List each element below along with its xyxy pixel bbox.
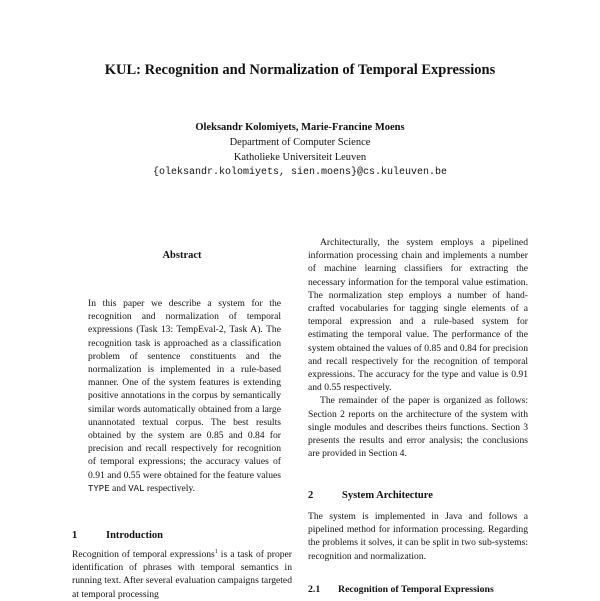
paper-title: KUL: Recognition and Normalization of Temporal Expressions	[104, 62, 496, 78]
type-attribute: TYPE	[88, 483, 110, 494]
abstract-paragraph	[88, 297, 281, 496]
intro-paragraph	[72, 548, 292, 601]
section-title: System Architecture	[342, 490, 433, 501]
section-architecture-heading	[308, 490, 433, 501]
introduction-body	[72, 548, 292, 601]
intro-text-rest: is a task of proper identification of phrases with temporal semantics in running text. After several evaluation campaigns targeted at temporal processing	[72, 549, 292, 600]
university: Katholieke Universiteit Leuven	[233, 152, 367, 163]
department: Department of Computer Science	[229, 137, 371, 148]
section-introduction-heading	[72, 530, 163, 541]
intro-paragraph-architecture: Architecturally, the system employs a pipelined information processing chain and implements a number of machine learning classifiers for extracting the necessary information for the temporal value estimation. The normalization step employs a number of hand-crafted vocabularies for tagging single elements of a temporal expression and a rule-based system for estimating the temporal value. The performance of the system obtained the values of 0.85 and 0.84 for precision and recall respectively for the recognition of temporal expressions. The accuracy for the type and value is 0.91 and 0.55 respectively.	[308, 237, 528, 394]
abstract-text: In this paper we describe a system for the recognition and normalization of temporal expressions (Task 13: TempEval-2, Task A). The recognition task is approached as a classification problem of sentence constituents and the normalization is implemented in a rule-based manner. One of the system features is extending positive annotations in the corpus by semantically similar words automatically obtained from a large unannotated textual corpus. The best results obtained by the system are 0.85 and 0.84 for precision and recall respectively for recognition of temporal expressions; the accuracy values of 0.91 and 0.55 were obtained for the feature values	[88, 298, 281, 481]
footnote-mark: 1	[214, 548, 218, 555]
author-block	[0, 120, 600, 180]
architecture-body	[308, 510, 528, 563]
section-title: Introduction	[106, 530, 163, 541]
abstract-text-end: respectively.	[146, 482, 196, 494]
section-number: 1	[72, 530, 78, 541]
right-column-intro	[308, 236, 528, 460]
subsection-heading	[308, 584, 494, 595]
intro-text-start: Recognition of temporal expressions	[72, 549, 215, 560]
architecture-paragraph: The system is implemented in Java and follows a pipelined method for information processing. Regarding the problems it solves, it can be split in two sub-systems: recognition and normalization.	[308, 511, 528, 562]
subsection-number: 2.1	[308, 584, 321, 595]
abstract-body	[88, 297, 281, 496]
abstract-heading: Abstract	[162, 250, 202, 261]
val-attribute: VAL	[128, 483, 145, 494]
section-number: 2	[308, 490, 314, 501]
subsection-title: Recognition of Temporal Expressions	[338, 584, 494, 595]
author-names: Oleksandr Kolomiyets, Marie-Francine Moens	[195, 122, 405, 133]
author-emails: {oleksandr.kolomiyets, sien.moens}@cs.kuleuven.be	[152, 167, 448, 178]
abstract-and: and	[112, 482, 126, 494]
intro-paragraph-organization: The remainder of the paper is organized as follows: Section 2 reports on the architecture of the system with single modules and describes theirs functions. Section 3 presents the results and error analysis; the conclusions are provided in Section 4.	[308, 395, 528, 460]
